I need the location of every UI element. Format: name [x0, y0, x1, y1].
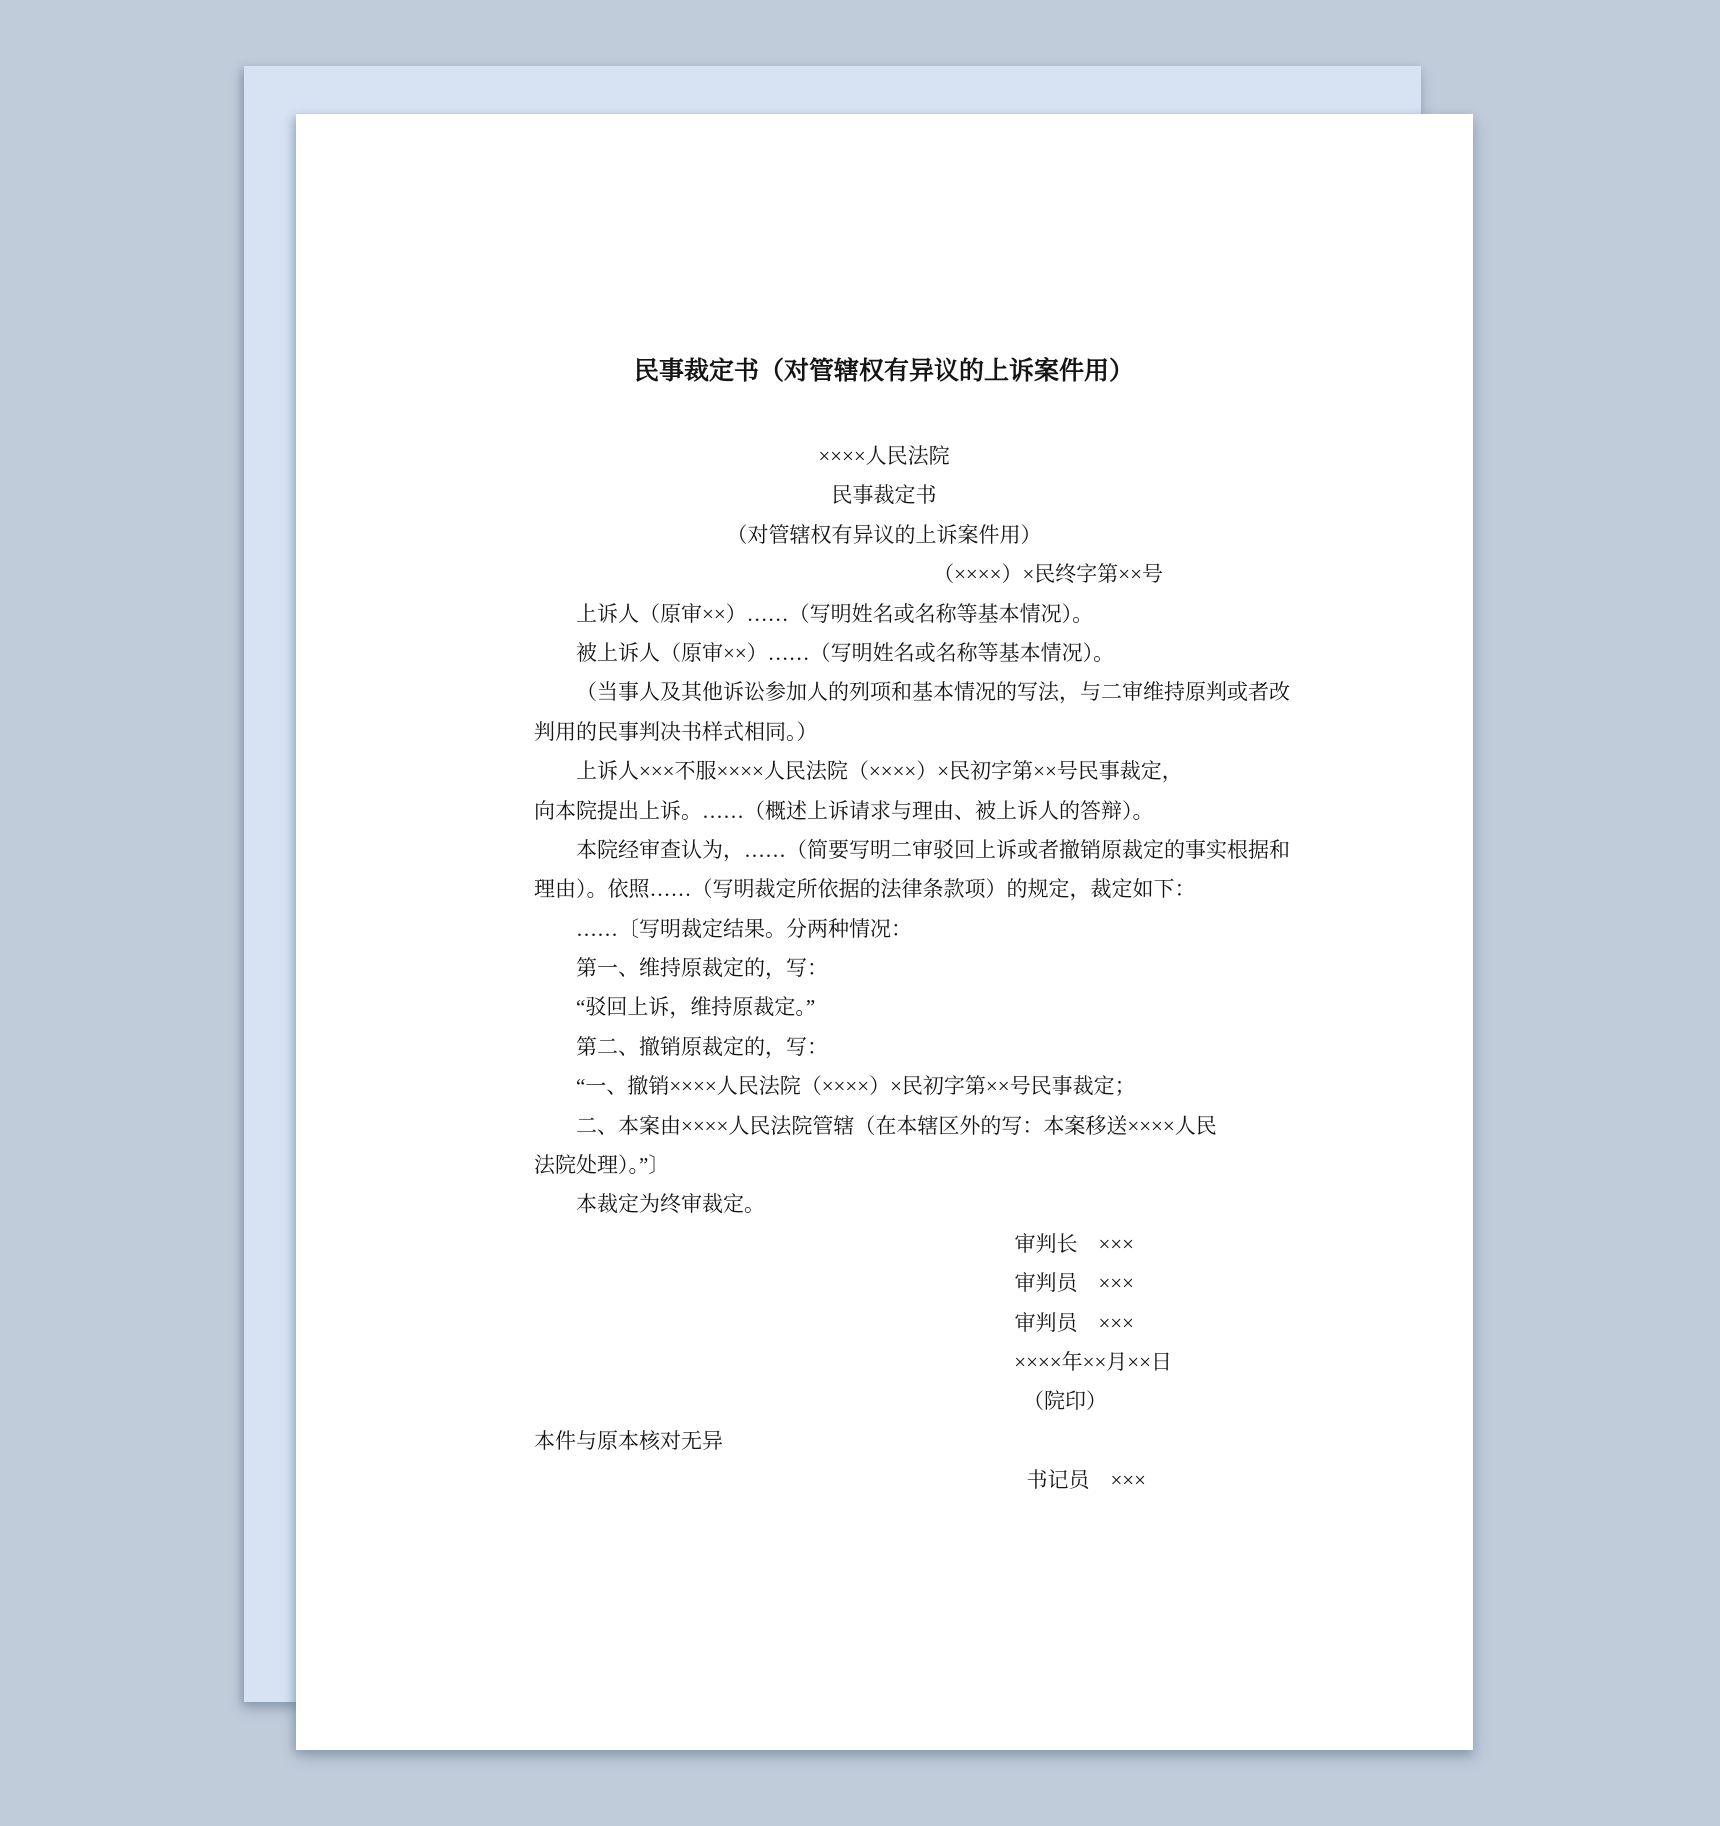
clerk-line: 书记员 ××× — [1026, 1468, 1146, 1493]
doc-line: 第一、维持原裁定的，写： — [576, 956, 828, 981]
verification-line: 本件与原本核对无异 — [534, 1428, 723, 1453]
doc-line: “驳回上诉，维持原裁定。” — [576, 995, 816, 1020]
doc-line: ……〔写明裁定结果。分两种情况： — [576, 916, 912, 941]
court-seal-line: （院印） — [1023, 1389, 1107, 1414]
document-title: 民事裁定书（对管辖权有异议的上诉案件用） — [633, 358, 1134, 385]
date-line: ××××年××月××日 — [1014, 1349, 1172, 1374]
court-name-line: ××××人民法院 — [818, 444, 950, 468]
doc-line: 二、本案由××××人民法院管辖（在本辖区外的写：本案移送××××人民 — [576, 1113, 1217, 1138]
document-content — [534, 352, 1290, 1501]
doc-line: 本院经审查认为，……（简要写明二审驳回上诉或者撤销原裁定的事实根据和 — [576, 837, 1290, 862]
document-subtype-line: （对管辖权有异议的上诉案件用） — [726, 522, 1042, 547]
judge-line: 审判员 ××× — [1014, 1271, 1134, 1296]
doc-line: 法院处理）。”〕 — [534, 1153, 670, 1178]
doc-line: 上诉人×××不服××××人民法院（××××）×民初字第××号民事裁定， — [576, 759, 1183, 784]
doc-line: 上诉人（原审××）……（写明姓名或名称等基本情况）。 — [576, 601, 1094, 626]
doc-line: 第二、撤销原裁定的，写： — [576, 1034, 828, 1059]
doc-line: 判用的民事判决书样式相同。） — [534, 719, 818, 744]
doc-line: 理由）。依照……（写明裁定所依据的法律条款项）的规定，裁定如下： — [534, 877, 1196, 902]
document-type-line: 民事裁定书 — [831, 483, 937, 508]
doc-line: “一、撤销××××人民法院（××××）×民初字第××号民事裁定； — [576, 1074, 1136, 1099]
doc-line: 被上诉人（原审××）……（写明姓名或名称等基本情况）。 — [576, 640, 1115, 665]
case-number-line: （××××）×民终字第××号 — [933, 562, 1163, 587]
doc-line: 向本院提出上诉。……（概述上诉请求与理由、被上诉人的答辩）。 — [534, 798, 1154, 823]
doc-line: （当事人及其他诉讼参加人的列项和基本情况的写法，与二审维持原判或者改 — [576, 680, 1290, 705]
presiding-judge-line: 审判长 ××× — [1014, 1231, 1134, 1256]
judge-line: 审判员 ××× — [1014, 1310, 1134, 1335]
document-page — [296, 114, 1473, 1750]
doc-line: 本裁定为终审裁定。 — [576, 1192, 765, 1217]
